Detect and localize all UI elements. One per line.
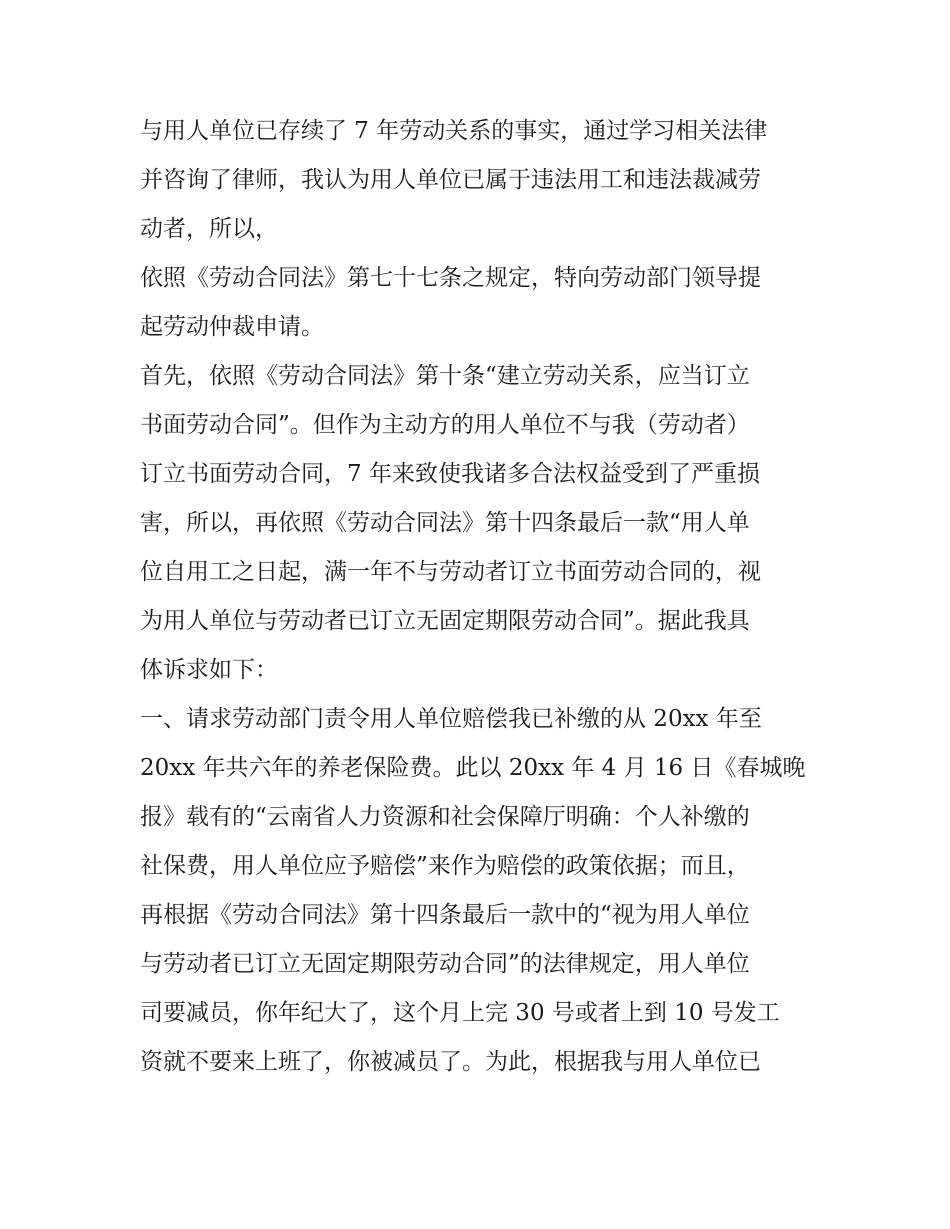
text-line: 20xx 年共六年的养老保险费。此以 20xx 年 4 月 16 日《春城晚 (140, 755, 806, 781)
text-line: 与用人单位已存续了 7 年劳动关系的事实，通过学习相关法律 (140, 118, 768, 144)
document-body (140, 107, 840, 1087)
text-line: 司要减员，你年纪大了，这个月上完 30 号或者上到 10 号发工 (140, 1000, 780, 1026)
text-line: 社保费，用人单位应予赔偿”来作为赔偿的政策依据；而且， (140, 853, 750, 879)
text-line: 书面劳动合同”。但作为主动方的用人单位不与我（劳动者） (140, 412, 750, 438)
text-line: 动者，所以， (140, 216, 278, 242)
text-line: 再根据《劳动合同法》第十四条最后一款中的“视为用人单位 (140, 902, 750, 928)
text-line: 为用人单位与劳动者已订立无固定期限劳动合同”。据此我具 (140, 608, 750, 634)
text-line: 报》载有的“云南省人力资源和社会保障厅明确：个人补缴的 (140, 804, 750, 830)
text-line: 位自用工之日起，满一年不与劳动者订立书面劳动合同的，视 (140, 559, 761, 585)
text-line: 首先，依照《劳动合同法》第十条“建立劳动关系，应当订立 (140, 363, 750, 389)
text-line: 并咨询了律师，我认为用人单位已属于违法用工和违法裁减劳 (140, 167, 761, 193)
text-line: 体诉求如下： (140, 657, 278, 683)
text-line: 订立书面劳动合同，7 年来致使我诸多合法权益受到了严重损 (140, 461, 760, 487)
text-line: 起劳动仲裁申请。 (140, 314, 324, 340)
text-line: 一、请求劳动部门责令用人单位赔偿我已补缴的从 20xx 年至 (140, 706, 762, 732)
text-line: 资就不要来上班了，你被减员了。为此，根据我与用人单位已 (140, 1049, 761, 1075)
text-line: 与劳动者已订立无固定期限劳动合同”的法律规定，用人单位 (140, 951, 750, 977)
text-line: 害，所以，再依照《劳动合同法》第十四条最后一款“用人单 (140, 510, 750, 536)
text-line: 依照《劳动合同法》第七十七条之规定，特向劳动部门领导提 (140, 265, 761, 291)
